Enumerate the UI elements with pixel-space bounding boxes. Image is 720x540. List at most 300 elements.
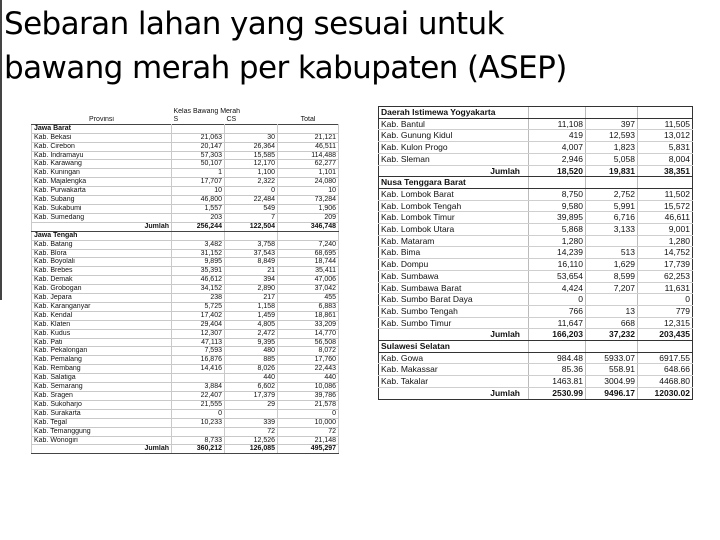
value-s: 7,593	[172, 347, 225, 356]
value-s: 17,402	[172, 311, 225, 320]
value-total: 18,744	[278, 258, 339, 267]
table-row	[32, 133, 339, 142]
regency-name: Kab. Subang	[32, 196, 172, 205]
table-row	[379, 130, 693, 142]
value-s: 4,007	[529, 142, 586, 154]
value-total: 56,508	[278, 338, 339, 347]
regency-name: Kab. Gunung Kidul	[379, 130, 529, 142]
group-cell	[529, 341, 586, 353]
total-total: 38,351	[638, 165, 693, 177]
value-total: 14,770	[278, 329, 339, 338]
value-s: 11,647	[529, 317, 586, 329]
regency-name: Kab. Pekalongan	[32, 347, 172, 356]
value-cs	[586, 294, 638, 306]
value-s: 57,303	[172, 151, 225, 160]
value-cs: 22,484	[225, 196, 278, 205]
table-row	[32, 436, 339, 445]
total-s: 360,212	[172, 445, 225, 454]
group-cell	[586, 341, 638, 353]
value-s: 20,147	[172, 142, 225, 151]
group-name: Sulawesi Selatan	[379, 341, 529, 353]
value-cs: 21	[225, 267, 278, 276]
group-cell	[638, 341, 693, 353]
table-row	[32, 204, 339, 213]
header-blank	[278, 108, 339, 116]
table-row	[32, 240, 339, 249]
value-total: 47,006	[278, 276, 339, 285]
table-row	[32, 196, 339, 205]
table-row	[32, 427, 339, 436]
regency-name: Kab. Mataram	[379, 235, 529, 247]
value-cs: 5,058	[586, 153, 638, 165]
regency-name: Kab. Indramayu	[32, 151, 172, 160]
value-cs: 12,170	[225, 160, 278, 169]
value-cs: 8,026	[225, 365, 278, 374]
table-row	[379, 188, 693, 200]
value-cs: 9,395	[225, 338, 278, 347]
value-s: 3,482	[172, 240, 225, 249]
value-total: 21,121	[278, 133, 339, 142]
group-cell	[278, 231, 339, 240]
value-s: 14,416	[172, 365, 225, 374]
value-cs: 30	[225, 133, 278, 142]
value-cs: 549	[225, 204, 278, 213]
value-cs	[225, 409, 278, 418]
value-total: 73,284	[278, 196, 339, 205]
regency-name: Kab. Salatiga	[32, 374, 172, 383]
table-row	[32, 338, 339, 347]
value-s: 8,750	[529, 188, 586, 200]
value-total: 11,502	[638, 188, 693, 200]
table-row	[32, 311, 339, 320]
value-s: 9,895	[172, 258, 225, 267]
value-s: 5,725	[172, 302, 225, 311]
regency-name: Kab. Sumbawa Barat	[379, 282, 529, 294]
regency-name: Kab. Lombok Timur	[379, 212, 529, 224]
regency-name: Kab. Batang	[32, 240, 172, 249]
value-s: 0	[529, 294, 586, 306]
value-total: 12,315	[638, 317, 693, 329]
value-total: 1,906	[278, 204, 339, 213]
value-s: 766	[529, 305, 586, 317]
group-cell	[172, 231, 225, 240]
value-s: 17,707	[172, 178, 225, 187]
table-row	[379, 270, 693, 282]
value-total: 46,611	[638, 212, 693, 224]
value-total: 7,240	[278, 240, 339, 249]
group-header-row	[32, 124, 339, 133]
value-total: 4468.80	[638, 376, 693, 388]
regency-name: Kab. Pemalang	[32, 356, 172, 365]
value-cs: 8,599	[586, 270, 638, 282]
value-total: 779	[638, 305, 693, 317]
regency-name: Kab. Wonogiri	[32, 436, 172, 445]
value-cs: 2,472	[225, 329, 278, 338]
regency-name: Kab. Kudus	[32, 329, 172, 338]
value-total: 209	[278, 213, 339, 222]
value-total: 13,012	[638, 130, 693, 142]
table-row	[379, 352, 693, 364]
regency-name: Kab. Lombok Barat	[379, 188, 529, 200]
table-row	[379, 247, 693, 259]
total-total: 203,435	[638, 329, 693, 341]
value-total: 68,695	[278, 249, 339, 258]
regency-name: Kab. Bima	[379, 247, 529, 259]
value-cs: 440	[225, 374, 278, 383]
value-s: 21,063	[172, 133, 225, 142]
table-row	[32, 267, 339, 276]
header-s: S	[173, 115, 179, 123]
group-cell	[225, 124, 278, 133]
value-s: 35,391	[172, 267, 225, 276]
regency-name: Kab. Boyolali	[32, 258, 172, 267]
regency-name: Kab. Purwakarta	[32, 187, 172, 196]
total-s: 256,244	[172, 222, 225, 231]
value-cs: 668	[586, 317, 638, 329]
value-s: 419	[529, 130, 586, 142]
total-total: 495,297	[278, 445, 339, 454]
group-name: Nusa Tenggara Barat	[379, 177, 529, 189]
value-cs: 8,849	[225, 258, 278, 267]
value-cs: 3,133	[586, 224, 638, 236]
group-name: Jawa Barat	[32, 124, 172, 133]
value-total: 15,572	[638, 200, 693, 212]
value-cs	[586, 235, 638, 247]
value-s: 12,307	[172, 329, 225, 338]
table-row	[32, 151, 339, 160]
table-row	[32, 285, 339, 294]
table-row	[32, 276, 339, 285]
value-cs: 217	[225, 294, 278, 303]
table-row	[379, 118, 693, 130]
value-cs: 1,459	[225, 311, 278, 320]
value-cs: 394	[225, 276, 278, 285]
value-cs: 5,991	[586, 200, 638, 212]
regency-name: Kab. Gowa	[379, 352, 529, 364]
total-s: 2530.99	[529, 387, 586, 399]
group-name: Jawa Tengah	[32, 231, 172, 240]
table-row	[379, 294, 693, 306]
total-row	[32, 222, 339, 231]
regency-name: Kab. Semarang	[32, 383, 172, 392]
value-total: 1,280	[638, 235, 693, 247]
value-total: 10,086	[278, 383, 339, 392]
value-total: 17,760	[278, 356, 339, 365]
value-s: 9,580	[529, 200, 586, 212]
value-s: 4,424	[529, 282, 586, 294]
value-cs: 4,805	[225, 320, 278, 329]
value-s	[172, 374, 225, 383]
table-row	[379, 212, 693, 224]
group-header-row	[379, 107, 693, 119]
value-s: 34,152	[172, 285, 225, 294]
value-s: 238	[172, 294, 225, 303]
value-s: 16,110	[529, 259, 586, 271]
value-cs: 558.91	[586, 364, 638, 376]
value-total: 114,488	[278, 151, 339, 160]
value-total: 1,101	[278, 169, 339, 178]
value-s	[172, 427, 225, 436]
total-label: Jumlah	[379, 165, 529, 177]
regency-name: Kab. Sumbo Barat Daya	[379, 294, 529, 306]
value-total: 6,883	[278, 302, 339, 311]
table-header-row	[32, 116, 339, 124]
value-cs: 3004.99	[586, 376, 638, 388]
total-label: Jumlah	[379, 387, 529, 399]
value-cs: 12,526	[225, 436, 278, 445]
table-row	[379, 224, 693, 236]
group-cell	[278, 124, 339, 133]
table-row	[379, 376, 693, 388]
group-cell	[638, 177, 693, 189]
value-cs: 480	[225, 347, 278, 356]
value-s: 1463.81	[529, 376, 586, 388]
value-s: 5,868	[529, 224, 586, 236]
title-line-2: bawang merah per kabupaten (ASEP)	[4, 50, 567, 86]
table-row	[32, 187, 339, 196]
value-total: 8,072	[278, 347, 339, 356]
regency-name: Kab. Sragen	[32, 392, 172, 401]
left-data-table	[31, 108, 339, 454]
value-s: 10,233	[172, 418, 225, 427]
value-total: 46,511	[278, 142, 339, 151]
value-cs: 2,322	[225, 178, 278, 187]
slide-left-edge	[0, 0, 2, 300]
value-s: 1	[172, 169, 225, 178]
total-row	[32, 445, 339, 454]
value-cs: 1,823	[586, 142, 638, 154]
value-total: 24,080	[278, 178, 339, 187]
table-row	[379, 259, 693, 271]
table-row	[32, 213, 339, 222]
value-cs: 1,100	[225, 169, 278, 178]
regency-name: Kab. Takalar	[379, 376, 529, 388]
regency-name: Kab. Sleman	[379, 153, 529, 165]
value-s: 11,108	[529, 118, 586, 130]
value-cs: 397	[586, 118, 638, 130]
value-cs: 72	[225, 427, 278, 436]
value-total: 21,578	[278, 400, 339, 409]
value-s: 22,407	[172, 392, 225, 401]
value-s: 2,946	[529, 153, 586, 165]
total-s: 18,520	[529, 165, 586, 177]
regency-name: Kab. Sukabumi	[32, 204, 172, 213]
value-cs: 0	[225, 187, 278, 196]
value-total: 5,831	[638, 142, 693, 154]
regency-name: Kab. Sumbawa	[379, 270, 529, 282]
regency-name: Kab. Kuningan	[32, 169, 172, 178]
slide-title	[4, 2, 704, 90]
table-row	[379, 364, 693, 376]
value-total: 39,786	[278, 392, 339, 401]
value-s: 46,612	[172, 276, 225, 285]
group-cell	[529, 177, 586, 189]
group-header-row	[379, 177, 693, 189]
regency-name: Kab. Sumbo Timur	[379, 317, 529, 329]
value-total: 35,411	[278, 267, 339, 276]
value-total: 33,209	[278, 320, 339, 329]
value-s: 10	[172, 187, 225, 196]
regency-name: Kab. Blora	[32, 249, 172, 258]
table-row	[32, 160, 339, 169]
total-total: 346,748	[278, 222, 339, 231]
value-s: 1,280	[529, 235, 586, 247]
value-cs: 3,758	[225, 240, 278, 249]
value-total: 440	[278, 374, 339, 383]
value-cs: 26,364	[225, 142, 278, 151]
table-row	[379, 305, 693, 317]
total-row	[379, 329, 693, 341]
value-cs: 7	[225, 213, 278, 222]
value-s: 14,239	[529, 247, 586, 259]
regency-name: Kab. Cirebon	[32, 142, 172, 151]
value-cs: 1,158	[225, 302, 278, 311]
group-cell	[172, 124, 225, 133]
regency-name: Kab. Dompu	[379, 259, 529, 271]
value-cs: 339	[225, 418, 278, 427]
value-cs: 513	[586, 247, 638, 259]
regency-name: Kab. Pati	[32, 338, 172, 347]
regency-name: Kab. Surakarta	[32, 409, 172, 418]
value-total: 21,148	[278, 436, 339, 445]
value-s: 53,654	[529, 270, 586, 282]
regency-name: Kab. Makassar	[379, 364, 529, 376]
table-row	[32, 409, 339, 418]
value-s: 0	[172, 409, 225, 418]
value-s: 16,876	[172, 356, 225, 365]
total-row	[379, 387, 693, 399]
group-cell	[225, 231, 278, 240]
total-label: Jumlah	[32, 445, 172, 454]
regency-name: Kab. Brebes	[32, 267, 172, 276]
value-s: 21,555	[172, 400, 225, 409]
table-row	[32, 249, 339, 258]
value-cs: 29	[225, 400, 278, 409]
table-row	[379, 200, 693, 212]
total-row	[379, 165, 693, 177]
regency-name: Kab. Rembang	[32, 365, 172, 374]
group-name: Daerah Istimewa Yogyakarta	[379, 107, 529, 119]
table-row	[32, 329, 339, 338]
value-s: 39,895	[529, 212, 586, 224]
value-cs: 1,629	[586, 259, 638, 271]
value-cs: 6,602	[225, 383, 278, 392]
value-total: 14,752	[638, 247, 693, 259]
table-row	[379, 142, 693, 154]
table-row	[32, 374, 339, 383]
regency-name: Kab. Kendal	[32, 311, 172, 320]
table-row	[32, 142, 339, 151]
header-kelas: Kelas Bawang Merah	[173, 108, 241, 115]
value-total: 62,277	[278, 160, 339, 169]
group-cell	[529, 107, 586, 119]
value-cs: 7,207	[586, 282, 638, 294]
value-s: 8,733	[172, 436, 225, 445]
value-cs: 2,752	[586, 188, 638, 200]
total-total: 12030.02	[638, 387, 693, 399]
table-row	[379, 317, 693, 329]
value-cs: 15,585	[225, 151, 278, 160]
value-total: 37,042	[278, 285, 339, 294]
total-label: Jumlah	[32, 222, 172, 231]
table-row	[32, 320, 339, 329]
group-cell	[586, 177, 638, 189]
value-s: 47,113	[172, 338, 225, 347]
table-row	[32, 400, 339, 409]
value-total: 648.66	[638, 364, 693, 376]
regency-name: Kab. Demak	[32, 276, 172, 285]
table-row	[379, 235, 693, 247]
value-total: 0	[638, 294, 693, 306]
total-s: 166,203	[529, 329, 586, 341]
value-s: 29,404	[172, 320, 225, 329]
value-cs: 13	[586, 305, 638, 317]
table-row	[32, 347, 339, 356]
regency-name: Kab. Sumbo Tengah	[379, 305, 529, 317]
table-row	[32, 356, 339, 365]
table-row	[32, 365, 339, 374]
value-cs: 885	[225, 356, 278, 365]
table-row	[32, 294, 339, 303]
total-cs: 9496.17	[586, 387, 638, 399]
table-row	[32, 178, 339, 187]
table-row	[32, 169, 339, 178]
table-row	[32, 383, 339, 392]
regency-name: Kab. Jepara	[32, 294, 172, 303]
value-total: 62,253	[638, 270, 693, 282]
value-total: 22,443	[278, 365, 339, 374]
value-cs: 2,890	[225, 285, 278, 294]
regency-name: Kab. Bantul	[379, 118, 529, 130]
value-total: 0	[278, 409, 339, 418]
header-total: Total	[300, 115, 316, 123]
value-s: 1,557	[172, 204, 225, 213]
value-s: 46,800	[172, 196, 225, 205]
title-line-1: Sebaran lahan yang sesuai untuk	[4, 6, 504, 42]
value-s: 85.36	[529, 364, 586, 376]
regency-name: Kab. Kulon Progo	[379, 142, 529, 154]
value-s: 984.48	[529, 352, 586, 364]
value-total: 72	[278, 427, 339, 436]
total-label: Jumlah	[379, 329, 529, 341]
regency-name: Kab. Karanganyar	[32, 302, 172, 311]
value-cs: 6,716	[586, 212, 638, 224]
total-cs: 37,232	[586, 329, 638, 341]
regency-name: Kab. Lombok Tengah	[379, 200, 529, 212]
value-total: 11,505	[638, 118, 693, 130]
value-total: 10	[278, 187, 339, 196]
header-blank	[32, 108, 172, 116]
regency-name: Kab. Klaten	[32, 320, 172, 329]
value-s: 31,152	[172, 249, 225, 258]
total-cs: 19,831	[586, 165, 638, 177]
value-total: 18,861	[278, 311, 339, 320]
value-s: 203	[172, 213, 225, 222]
header-cs: CS	[226, 115, 237, 123]
table-row	[32, 258, 339, 267]
value-s: 50,107	[172, 160, 225, 169]
regency-name: Kab. Temanggung	[32, 427, 172, 436]
table-header-row	[32, 108, 339, 116]
regency-name: Kab. Bekasi	[32, 133, 172, 142]
value-cs: 17,379	[225, 392, 278, 401]
regency-name: Kab. Grobogan	[32, 285, 172, 294]
right-data-table	[378, 106, 693, 400]
header-provinsi: Provinsi	[89, 115, 114, 123]
total-cs: 126,085	[225, 445, 278, 454]
table-row	[32, 418, 339, 427]
table-row	[32, 302, 339, 311]
